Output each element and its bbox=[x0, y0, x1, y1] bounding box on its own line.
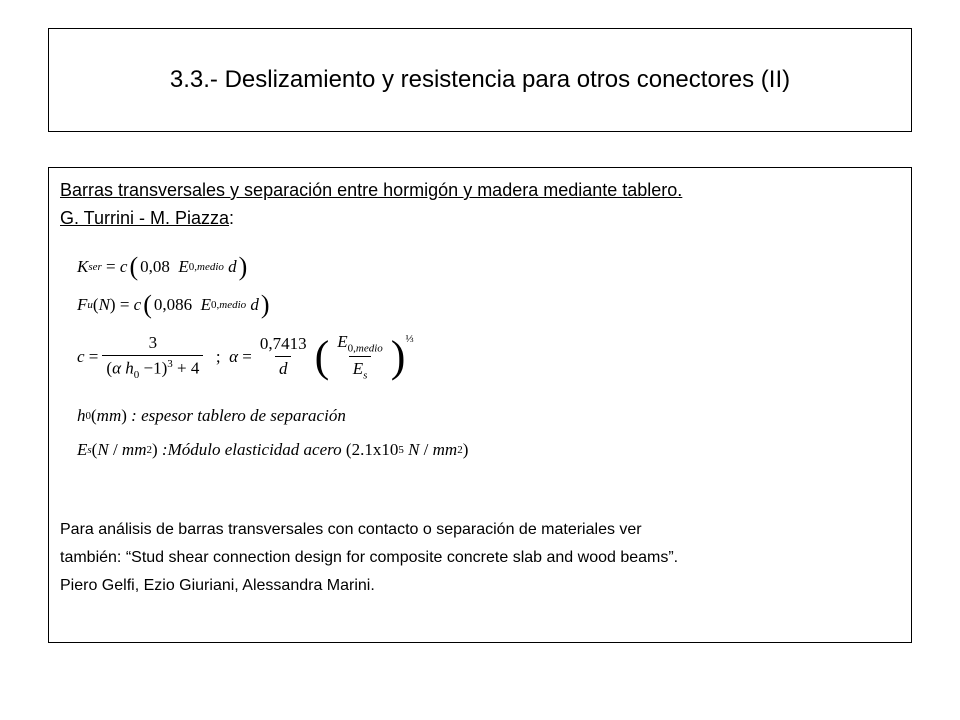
notes-line-1: Para análisis de barras transversales con contacto o separación de materiales ver bbox=[60, 521, 642, 538]
authors-link: G. Turrini - M. Piazza bbox=[60, 208, 230, 228]
formula-fu: F u ( N ) = c ( 0,086 E 0,medio d ) bbox=[77, 290, 270, 319]
slide-title: 3.3.- Deslizamiento y resistencia para otros conectores (II) bbox=[169, 66, 791, 93]
formula-c-alpha: c = $\frac{3}{(\alpha h_0 -1)^3 + 4}$ ; α = $\frac{0,7413}{d}$ ( $\frac{E_{0,medio}}{E_s}$ ) $^{\frac{1}{3}}$ bbox=[77, 331, 414, 382]
reference-notes bbox=[60, 516, 678, 600]
content-box bbox=[48, 167, 912, 643]
intro-text bbox=[60, 176, 682, 232]
fraction-e-ratio: $\frac{E_{0,medio}}{E_s}$ bbox=[337, 332, 383, 382]
fraction-alpha: $\frac{0,7413}{d}$ bbox=[259, 334, 307, 379]
formula-h0: h 0 ( mm ) : espesor tablero de separación bbox=[77, 406, 346, 425]
formula-es: E s ( N / mm 2 ) :Módulo elasticidad acero ( 2.1x10 5 N / mm 2 ) bbox=[77, 440, 469, 459]
intro-line-1: Barras transversales y separación entre hormigón y madera mediante tablero. bbox=[60, 180, 683, 200]
notes-line-3: Piero Gelfi, Ezio Giuriani, Alessandra Marini. bbox=[60, 577, 375, 594]
formula-kser: K ser = c ( 0,08 E 0,medio d ) bbox=[77, 252, 248, 281]
intro-line-2: G. Turrini - M. Piazza: bbox=[60, 208, 235, 228]
fraction-c: $\frac{3}{(\alpha h_0 -1)^3 + 4}$ bbox=[102, 333, 203, 381]
title-box bbox=[48, 28, 912, 132]
notes-line-2: también: “Stud shear connection design for composite concrete slab and wood beams”. bbox=[60, 549, 679, 566]
